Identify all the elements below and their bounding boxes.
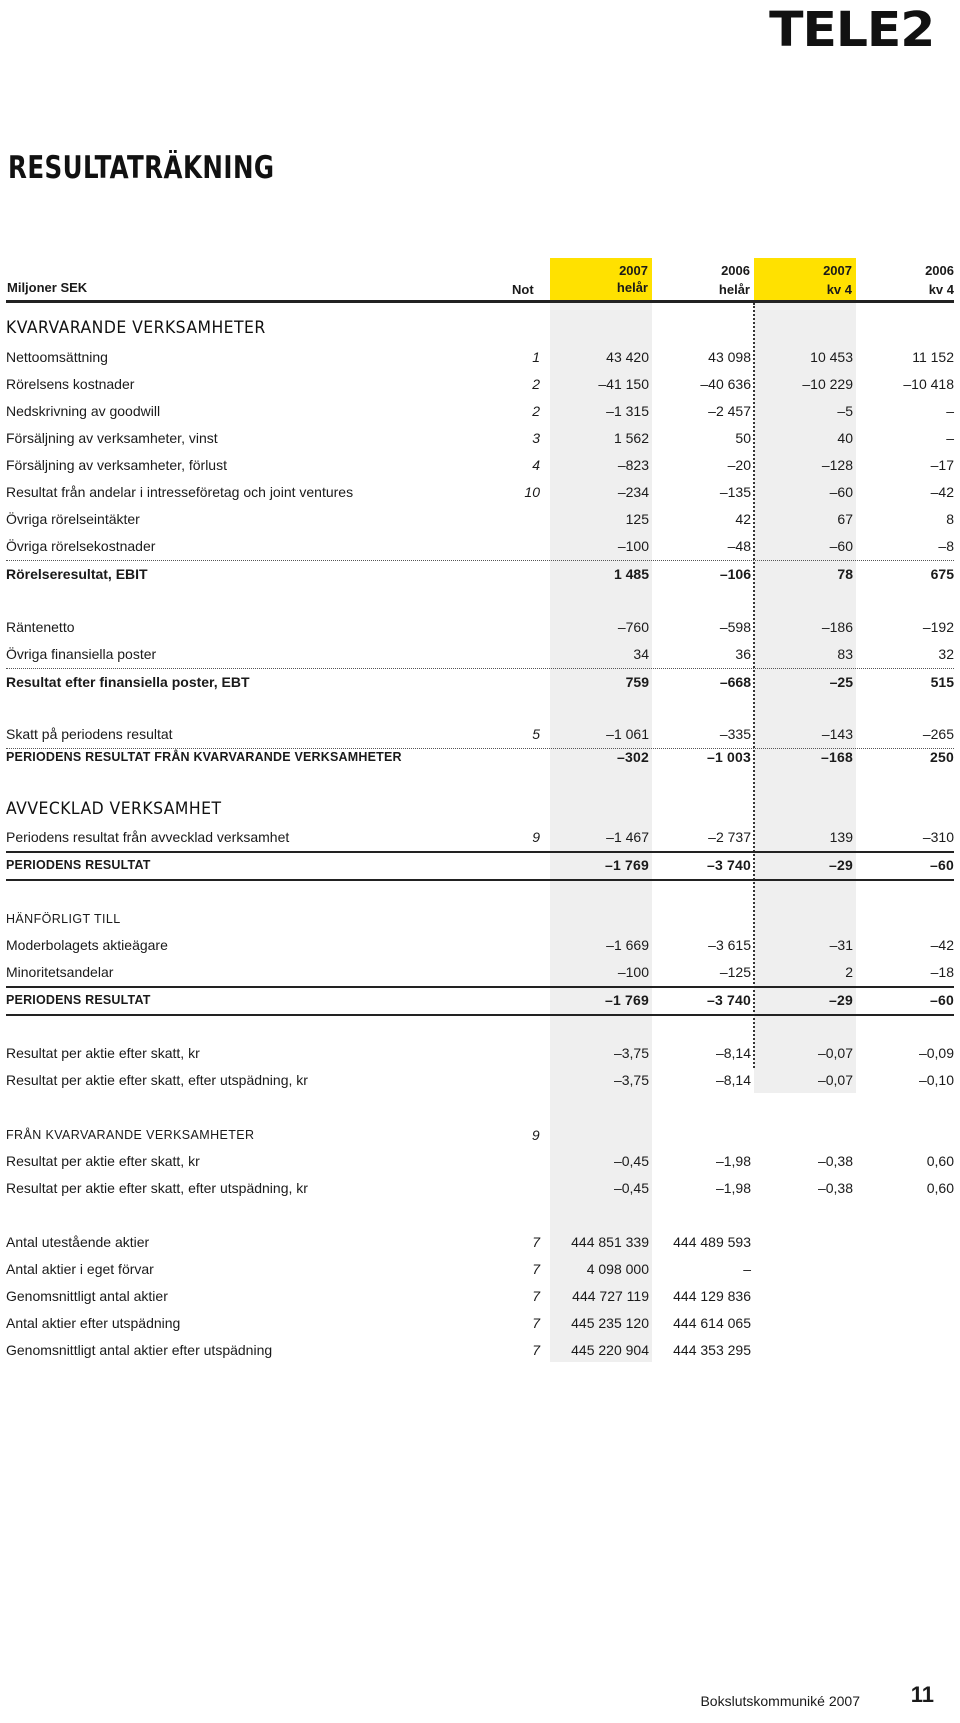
cell-2006-full-year: 444 614 065 <box>673 1315 751 1331</box>
cell-2007-full-year: –1 061 <box>606 726 649 742</box>
row-label: Resultat efter finansiella poster, EBT <box>6 674 250 690</box>
row-label: FRÅN KVARVARANDE VERKSAMHETER <box>6 1128 255 1142</box>
cell-2006-full-year: –3 615 <box>708 937 751 953</box>
col-2007-full-year-period: helår <box>616 280 648 295</box>
col-2007-q4-period: kv 4 <box>826 282 852 297</box>
table-row <box>6 452 954 479</box>
cell-2006-full-year: 444 129 836 <box>673 1288 751 1304</box>
cell-2007-q4: –0,38 <box>817 1153 853 1169</box>
cell-2006-q4: –8 <box>938 538 954 554</box>
row-label: Moderbolagets aktieägare <box>6 937 168 953</box>
cell-2007-full-year: 759 <box>625 674 649 690</box>
table-row <box>6 344 954 371</box>
cell-2006-q4: –0,10 <box>918 1072 954 1088</box>
cell-2006-full-year: –1 003 <box>706 749 751 765</box>
table-row <box>6 371 954 398</box>
row-label: PERIODENS RESULTAT <box>6 993 151 1007</box>
row-label: PERIODENS RESULTAT <box>6 858 151 872</box>
cell-2007-q4: –25 <box>829 674 853 690</box>
cell-2007-full-year: –760 <box>617 619 649 635</box>
cell-2006-full-year: –106 <box>719 566 751 582</box>
cell-2007-q4: –128 <box>821 457 853 473</box>
table-row <box>6 824 954 853</box>
cell-2006-q4: –265 <box>922 726 954 742</box>
table-row <box>6 959 954 988</box>
row-note: 7 <box>532 1234 540 1250</box>
cell-2007-full-year: –823 <box>617 457 649 473</box>
cell-2007-q4: 40 <box>837 430 853 446</box>
cell-2007-full-year: –3,75 <box>613 1072 649 1088</box>
col-2006-q4-year: 2006 <box>925 263 954 278</box>
cell-2007-full-year: 125 <box>625 511 649 527</box>
cell-2007-q4: –5 <box>837 403 853 419</box>
cell-2007-full-year: –302 <box>617 749 649 765</box>
cell-2007-q4: –143 <box>821 726 853 742</box>
cell-2006-full-year: –1,98 <box>715 1153 751 1169</box>
cell-2007-full-year: –1 769 <box>604 857 649 873</box>
table-row-total <box>6 987 954 1016</box>
note-header: Not <box>512 282 534 297</box>
row-note: 2 <box>532 403 540 419</box>
row-label: Resultat per aktie efter skatt, kr <box>6 1045 200 1061</box>
cell-2007-full-year: –3,75 <box>613 1045 649 1061</box>
footer-document-title: Bokslutskommuniké 2007 <box>700 1693 860 1709</box>
cell-2006-full-year: –20 <box>727 457 751 473</box>
row-label: Genomsnittligt antal aktier <box>6 1288 168 1304</box>
cell-2006-q4: –18 <box>930 964 954 980</box>
cell-2006-full-year: –8,14 <box>715 1045 751 1061</box>
table-row <box>6 614 954 641</box>
cell-2007-q4: 2 <box>845 964 853 980</box>
unit-label: Miljoner SEK <box>7 280 88 295</box>
cell-2006-full-year: –3 740 <box>706 992 751 1008</box>
row-label: Övriga rörelseintäkter <box>6 511 140 527</box>
cell-2007-full-year: 445 235 120 <box>571 1315 649 1331</box>
cell-2007-full-year: 444 727 119 <box>572 1288 649 1304</box>
table-row <box>6 506 954 533</box>
cell-2006-full-year: –3 740 <box>706 857 751 873</box>
cell-2007-full-year: 43 420 <box>606 349 649 365</box>
table-row <box>6 1040 954 1067</box>
cell-2006-q4: – <box>946 430 954 446</box>
row-label: Övriga finansiella poster <box>6 646 157 662</box>
cell-2007-full-year: 444 851 339 <box>571 1234 649 1250</box>
row-label: Minoritetsandelar <box>6 964 114 980</box>
cell-2007-q4: –10 229 <box>802 376 853 392</box>
table-row-total <box>6 744 954 771</box>
row-note: 1 <box>532 349 540 365</box>
row-label: Rörelsens kostnader <box>6 376 135 392</box>
table-row <box>6 641 954 669</box>
row-label: Resultat per aktie efter skatt, efter utspädning, kr <box>6 1180 308 1196</box>
table-row <box>6 533 954 561</box>
cell-2007-full-year: 34 <box>633 646 649 662</box>
cell-2006-full-year: –598 <box>719 619 751 635</box>
row-label: Antal utestående aktier <box>6 1234 150 1250</box>
cell-2007-q4: 78 <box>837 566 853 582</box>
row-note: 7 <box>532 1288 540 1304</box>
page-title: RESULTATRÄKNING <box>8 150 275 186</box>
cell-2007-full-year: –100 <box>617 538 649 554</box>
cell-2006-q4: 0,60 <box>926 1180 954 1196</box>
cell-2006-full-year: –40 636 <box>700 376 751 392</box>
table-row <box>6 1148 954 1175</box>
table-row <box>6 1337 954 1364</box>
cell-2006-full-year: 50 <box>735 430 751 446</box>
cell-2007-q4: 83 <box>837 646 853 662</box>
cell-2006-q4: –310 <box>922 829 954 845</box>
row-label: PERIODENS RESULTAT FRÅN KVARVARANDE VERKSAMHETER <box>6 750 402 764</box>
cell-2006-full-year: –668 <box>719 674 751 690</box>
table-row <box>6 1310 954 1337</box>
cell-2006-full-year: – <box>743 1261 751 1277</box>
table-row <box>6 1229 954 1256</box>
cell-2006-full-year: –135 <box>719 484 751 500</box>
section-discontinued: AVVECKLAD VERKSAMHET <box>6 799 222 819</box>
tele2-logo: TELE2 <box>768 2 934 58</box>
cell-2006-q4: – <box>946 403 954 419</box>
row-label: Övriga rörelsekostnader <box>6 538 156 554</box>
table-row <box>6 479 954 506</box>
cell-2007-full-year: –1 315 <box>606 403 649 419</box>
cell-2006-q4: 32 <box>938 646 954 662</box>
cell-2006-q4: –17 <box>930 457 954 473</box>
header-rule <box>6 300 954 303</box>
cell-2006-q4: –60 <box>930 857 954 873</box>
row-label: Försäljning av verksamheter, förlust <box>6 457 227 473</box>
table-row-subtotal <box>6 561 954 588</box>
cell-2007-q4: 67 <box>837 511 853 527</box>
cell-2007-full-year: 4 098 000 <box>586 1261 649 1277</box>
table-row <box>6 1067 954 1094</box>
row-note: 5 <box>532 726 540 742</box>
row-note: 9 <box>532 829 540 845</box>
table-row-total <box>6 852 954 881</box>
table-row <box>6 1175 954 1202</box>
col-2006-full-year-year: 2006 <box>721 263 750 278</box>
row-label: Antal aktier i eget förvar <box>6 1261 154 1277</box>
cell-2007-q4: –168 <box>821 749 853 765</box>
row-note: 4 <box>532 457 540 473</box>
cell-2006-full-year: –335 <box>719 726 751 742</box>
row-label: Rörelseresultat, EBIT <box>6 566 148 582</box>
cell-2006-q4: –10 418 <box>903 376 954 392</box>
cell-2006-full-year: 43 098 <box>708 349 751 365</box>
col-2007-full-year-year: 2007 <box>619 263 648 278</box>
cell-2007-full-year: –100 <box>617 964 649 980</box>
cell-2007-full-year: –41 150 <box>598 376 649 392</box>
row-note: 7 <box>532 1261 540 1277</box>
row-note: 2 <box>532 376 540 392</box>
cell-2007-q4: –0,38 <box>817 1180 853 1196</box>
cell-2007-full-year: 1 562 <box>613 430 649 446</box>
cell-2007-full-year: –1 669 <box>606 937 649 953</box>
table-row-heading <box>6 906 954 933</box>
row-label: Försäljning av verksamheter, vinst <box>6 430 218 446</box>
row-label: Resultat från andelar i intresseföretag och joint ventures <box>6 484 354 500</box>
cell-2007-q4: –31 <box>829 937 853 953</box>
row-label: Räntenetto <box>6 619 75 635</box>
cell-2007-q4: –29 <box>829 992 853 1008</box>
cell-2007-full-year: –1 769 <box>604 992 649 1008</box>
cell-2006-full-year: 444 353 295 <box>673 1342 751 1358</box>
cell-2007-full-year: 1 485 <box>613 566 649 582</box>
cell-2007-full-year: –0,45 <box>613 1153 649 1169</box>
cell-2006-q4: –0,09 <box>918 1045 954 1061</box>
cell-2006-q4: 0,60 <box>926 1153 954 1169</box>
cell-2007-full-year: –234 <box>617 484 649 500</box>
cell-2007-q4: –60 <box>829 538 853 554</box>
row-note: 9 <box>531 1127 540 1143</box>
cell-2007-q4: 139 <box>829 829 853 845</box>
row-label: Resultat per aktie efter skatt, kr <box>6 1153 200 1169</box>
row-label: Periodens resultat från avvecklad verksamhet <box>6 829 290 845</box>
cell-2007-q4: –29 <box>829 857 853 873</box>
table-row-heading <box>6 1122 954 1149</box>
table-row <box>6 932 954 959</box>
col-2006-q4-period: kv 4 <box>928 282 954 297</box>
row-note: 3 <box>532 430 540 446</box>
cell-2007-full-year: –0,45 <box>613 1180 649 1196</box>
row-label: Nedskrivning av goodwill <box>6 403 161 419</box>
col-2007-q4-year: 2007 <box>823 263 852 278</box>
cell-2006-q4: –42 <box>930 484 954 500</box>
cell-2006-q4: 8 <box>946 511 954 527</box>
table-row-subtotal <box>6 669 954 696</box>
cell-2006-q4: 515 <box>930 674 954 690</box>
row-label: Skatt på periodens resultat <box>6 726 173 742</box>
cell-2006-full-year: –8,14 <box>715 1072 751 1088</box>
cell-2006-q4: 250 <box>930 749 954 765</box>
cell-2006-q4: –60 <box>930 992 954 1008</box>
cell-2006-full-year: 42 <box>735 511 751 527</box>
row-label: Nettoomsättning <box>6 349 108 365</box>
cell-2006-full-year: –2 737 <box>708 829 751 845</box>
row-note: 7 <box>532 1315 540 1331</box>
cell-2006-q4: –42 <box>930 937 954 953</box>
table-row <box>6 1283 954 1310</box>
section-continuing: KVARVARANDE VERKSAMHETER <box>6 318 266 338</box>
cell-2006-full-year: 36 <box>735 646 751 662</box>
cell-2006-q4: –192 <box>922 619 954 635</box>
cell-2006-full-year: 444 489 593 <box>673 1234 751 1250</box>
table-row <box>6 425 954 452</box>
cell-2006-q4: 675 <box>930 566 954 582</box>
col-2006-full-year-period: helår <box>718 282 750 297</box>
row-label: Genomsnittligt antal aktier efter utspädning <box>6 1342 273 1358</box>
table-row <box>6 398 954 425</box>
table-row <box>6 1256 954 1283</box>
cell-2006-full-year: –2 457 <box>708 403 751 419</box>
row-note: 7 <box>532 1342 540 1358</box>
cell-2006-full-year: –1,98 <box>715 1180 751 1196</box>
cell-2007-q4: –186 <box>821 619 853 635</box>
cell-2007-q4: 10 453 <box>810 349 853 365</box>
cell-2007-full-year: 445 220 904 <box>571 1342 649 1358</box>
cell-2007-q4: –0,07 <box>817 1072 853 1088</box>
cell-2007-full-year: –1 467 <box>606 829 649 845</box>
cell-2006-q4: 11 152 <box>912 349 954 365</box>
cell-2006-full-year: –48 <box>727 538 751 554</box>
row-label: Resultat per aktie efter skatt, efter utspädning, kr <box>6 1072 308 1088</box>
cell-2007-q4: –0,07 <box>817 1045 853 1061</box>
page-number: 11 <box>910 1682 934 1707</box>
row-label: HÄNFÖRLIGT TILL <box>6 912 121 926</box>
row-note: 10 <box>524 484 540 500</box>
cell-2007-q4: –60 <box>829 484 853 500</box>
row-label: Antal aktier efter utspädning <box>6 1315 181 1331</box>
cell-2006-full-year: –125 <box>719 964 751 980</box>
